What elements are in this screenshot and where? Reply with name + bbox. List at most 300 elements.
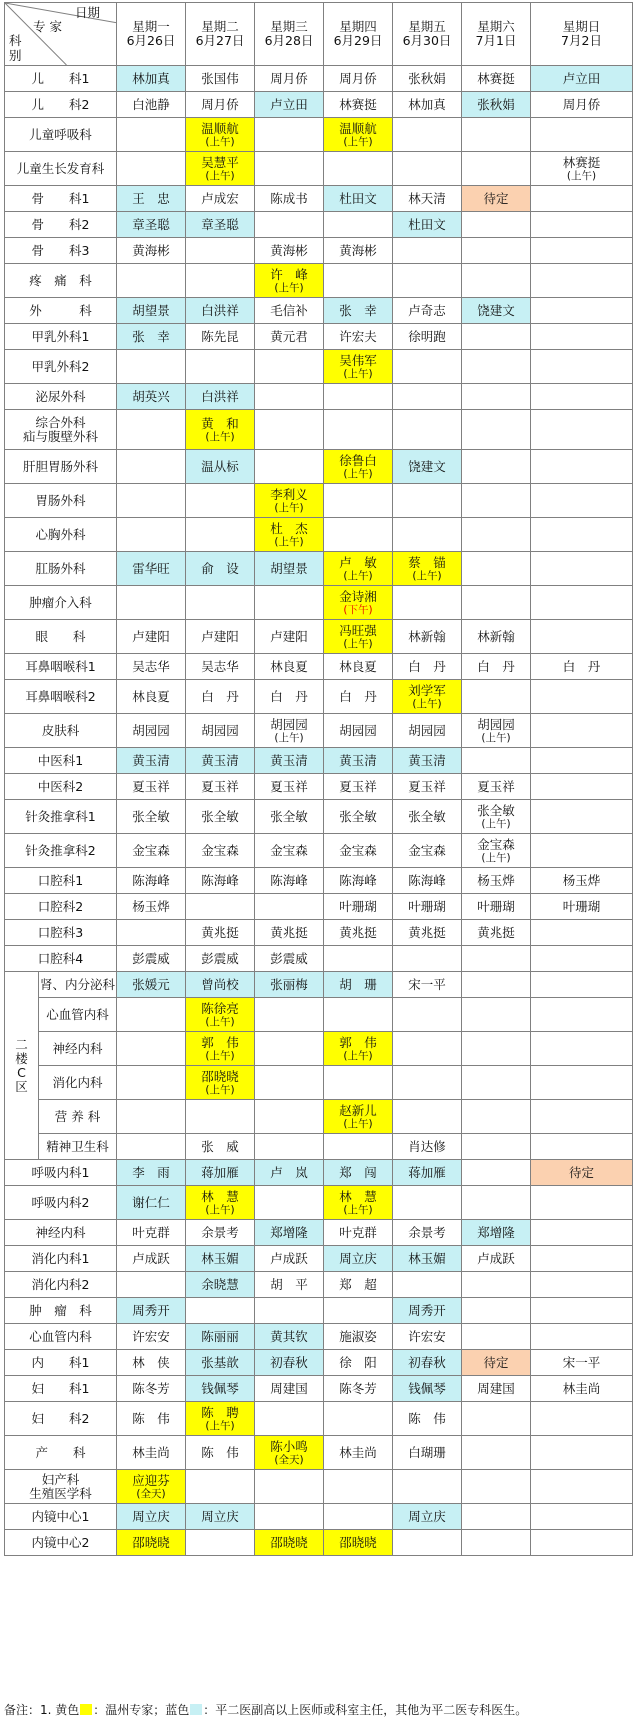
schedule-cell [324,620,393,654]
schedule-cell [393,484,462,518]
schedule-cell [255,1186,324,1220]
schedule-row [5,324,633,350]
doctor-name: 胡园园 [477,716,515,732]
schedule-cell [462,1350,531,1376]
schedule-cell [531,998,633,1032]
doctor-name: 金宝森 [132,842,170,858]
doctor-name: 周秀开 [408,1302,446,1318]
schedule-cell [531,1134,633,1160]
schedule-cell [186,1436,255,1470]
schedule-cell [462,1272,531,1298]
schedule-cell [324,1530,393,1556]
doctor-name: 杜田文 [408,216,446,232]
doctor-name: 章圣聪 [132,216,170,232]
schedule-cell [393,1246,462,1272]
department-label: 甲乳外科2 [5,350,117,384]
weekday-label: 星期三 [270,19,308,34]
doctor-name: 张国伟 [201,70,239,86]
doctor-name: 杨玉烨 [562,872,601,888]
doctor-name: 王 忠 [132,190,170,206]
department-label: 中医科2 [5,774,117,800]
doctor-name: 陈徐亮 [201,1000,239,1016]
doctor-name: 黄玉清 [132,752,170,768]
schedule-cell [393,620,462,654]
schedule-cell [393,186,462,212]
schedule-cell [255,1376,324,1402]
schedule-cell [531,1324,633,1350]
department-label: 神经内科 [5,1220,117,1246]
department-label: 中医科1 [5,748,117,774]
doctor-name: 陈海峰 [201,872,239,888]
schedule-cell [255,1470,324,1504]
department-label: 综合外科 疝与腹壁外科 [5,410,117,450]
session-note: (上午) [205,1015,235,1028]
schedule-cell [462,868,531,894]
schedule-cell [186,152,255,186]
doctor-name: 郑增隆 [477,1224,515,1240]
schedule-cell [324,1100,393,1134]
schedule-row [5,1272,633,1298]
schedule-cell [462,620,531,654]
schedule-row [5,1100,633,1134]
doctor-name: 卢成跃 [270,1250,308,1266]
schedule-cell [186,1134,255,1160]
schedule-cell [117,894,186,920]
schedule-cell [117,1160,186,1186]
schedule-cell [255,998,324,1032]
doctor-name: 白 丹 [270,688,308,704]
schedule-cell [117,1100,186,1134]
schedule-cell [531,946,633,972]
schedule-cell [393,238,462,264]
date-label: 7月1日 [475,33,517,48]
schedule-row [5,298,633,324]
schedule-row [5,1298,633,1324]
schedule-row [5,1134,633,1160]
schedule-cell [393,1504,462,1530]
schedule-cell [186,920,255,946]
schedule-row [5,212,633,238]
yellow-swatch [80,1704,92,1715]
schedule-cell [393,518,462,552]
schedule-cell [255,118,324,152]
schedule-cell [186,774,255,800]
footnote-mid2: ：平二医副高以上医师或科室主任，其他为平二医专科医生。 [203,1703,528,1717]
schedule-cell [117,1220,186,1246]
schedule-cell [324,350,393,384]
department-label: 眼 科 [5,620,117,654]
department-label: 肛肠外科 [5,552,117,586]
schedule-cell [186,92,255,118]
schedule-cell [255,484,324,518]
doctor-name: 冯旺强 [339,622,377,638]
doctor-name: 郑 闯 [339,1164,377,1180]
doctor-name: 叶克群 [132,1224,170,1240]
doctor-name: 余景考 [408,1224,446,1240]
session-note: (下午) [343,603,373,616]
department-label: 泌尿外科 [5,384,117,410]
schedule-cell [255,1504,324,1530]
doctor-name: 黄玉清 [408,752,446,768]
schedule-cell [531,920,633,946]
schedule-cell [531,1220,633,1246]
schedule-cell [324,1246,393,1272]
doctor-name: 陈成书 [270,190,308,206]
doctor-name: 夏玉祥 [339,778,377,794]
schedule-cell [393,152,462,186]
schedule-row [5,1504,633,1530]
schedule-cell [117,212,186,238]
doctor-name: 白 丹 [408,658,446,674]
schedule-cell [393,552,462,586]
doctor-name: 陈海峰 [270,872,308,888]
schedule-cell [117,66,186,92]
schedule-cell [117,1134,186,1160]
schedule-cell [324,1134,393,1160]
doctor-name: 叶克群 [339,1224,377,1240]
schedule-cell [117,972,186,998]
department-label: 儿童呼吸科 [5,118,117,152]
schedule-row [5,264,633,298]
department-label: 营 养 科 [39,1100,117,1134]
doctor-name: 蒋加雁 [201,1164,239,1180]
schedule-cell [393,1530,462,1556]
schedule-cell [186,654,255,680]
doctor-name: 余晓慧 [201,1276,239,1292]
schedule-cell [531,186,633,212]
header-day-2 [186,3,255,66]
schedule-cell [462,946,531,972]
doctor-name: 林赛挺 [339,96,377,112]
doctor-name: 林圭尚 [132,1444,170,1460]
session-note: (上午) [343,637,373,650]
schedule-cell [531,586,633,620]
doctor-name: 应迎芬 [132,1472,170,1488]
doctor-name: 陈先昆 [201,328,239,344]
schedule-cell [531,1066,633,1100]
schedule-cell [531,868,633,894]
doctor-name: 金宝森 [270,842,308,858]
doctor-name: 宋一平 [562,1354,601,1370]
schedule-cell [117,324,186,350]
doctor-name: 待定 [483,1354,509,1370]
schedule-cell [393,1376,462,1402]
doctor-name: 卢 敏 [339,554,377,570]
doctor-name: 张秋娟 [477,96,515,112]
doctor-name: 黄 和 [201,415,239,431]
schedule-cell [393,1032,462,1066]
schedule-cell [117,774,186,800]
schedule-row [5,868,633,894]
doctor-name: 邵晓晓 [270,1534,308,1550]
doctor-name: 黄其钦 [270,1328,308,1344]
schedule-cell [324,1436,393,1470]
doctor-name: 卢建阳 [201,628,239,644]
schedule-cell [393,450,462,484]
schedule-cell [117,1298,186,1324]
schedule-row [5,1324,633,1350]
schedule-cell [117,748,186,774]
doctor-name: 陈小鸣 [270,1438,308,1454]
schedule-cell [531,1160,633,1186]
schedule-cell [186,998,255,1032]
schedule-cell [462,1032,531,1066]
doctor-name: 周立庆 [339,1250,377,1266]
schedule-cell [324,384,393,410]
schedule-cell [255,920,324,946]
schedule-cell [462,1324,531,1350]
footnote [4,1702,632,1718]
blue-swatch [190,1704,202,1715]
schedule-cell [117,714,186,748]
schedule-cell [186,1324,255,1350]
department-label: 口腔科1 [5,868,117,894]
schedule-cell [117,1436,186,1470]
weekday-label: 星期四 [339,19,377,34]
schedule-cell [393,1298,462,1324]
schedule-cell [324,946,393,972]
schedule-cell [117,186,186,212]
doctor-name: 肖达修 [408,1138,446,1154]
schedule-cell [324,1220,393,1246]
schedule-cell [186,1350,255,1376]
doctor-name: 初春秋 [408,1354,446,1370]
schedule-row [5,66,633,92]
doctor-name: 胡英兴 [132,388,170,404]
doctor-name: 彭震威 [132,950,170,966]
schedule-cell [255,774,324,800]
department-label: 骨 科2 [5,212,117,238]
schedule-cell [186,680,255,714]
schedule-cell [186,264,255,298]
schedule-cell [462,186,531,212]
department-label: 甲乳外科1 [5,324,117,350]
doctor-name: 周建国 [270,1380,308,1396]
department-label: 内 科1 [5,1350,117,1376]
header-day-1 [117,3,186,66]
schedule-cell [462,410,531,450]
doctor-name: 胡望景 [132,302,170,318]
schedule-cell [531,1246,633,1272]
schedule-cell [255,620,324,654]
schedule-cell [255,410,324,450]
doctor-name: 饶建文 [408,458,446,474]
doctor-name: 赵新儿 [339,1102,377,1118]
department-label: 精神卫生科 [39,1134,117,1160]
doctor-name: 林新翰 [408,628,446,644]
doctor-name: 林圭尚 [339,1444,377,1460]
doctor-name: 邵晓晓 [201,1068,239,1084]
schedule-row [5,1186,633,1220]
weekday-label: 星期二 [201,19,239,34]
schedule-cell [324,1470,393,1504]
department-label: 消化内科1 [5,1246,117,1272]
date-label: 6月26日 [126,33,176,48]
schedule-cell [531,66,633,92]
schedule-cell [393,1272,462,1298]
doctor-name: 夏玉祥 [132,778,170,794]
doctor-name: 夏玉祥 [201,778,239,794]
schedule-row [5,1246,633,1272]
schedule-cell [324,484,393,518]
schedule-cell [393,1100,462,1134]
doctor-name: 蒋加雁 [408,1164,446,1180]
schedule-body [5,3,633,1556]
group-label: 二 楼 C 区 [5,972,39,1160]
session-note: (上午) [205,135,235,148]
schedule-cell [324,1160,393,1186]
schedule-cell [324,972,393,998]
schedule-cell [462,586,531,620]
weekday-label: 星期六 [477,19,515,34]
doctor-name: 张全敏 [132,808,170,824]
schedule-cell [255,868,324,894]
schedule-cell [117,1350,186,1376]
doctor-name: 许 峰 [270,266,308,282]
department-label: 皮肤科 [5,714,117,748]
schedule-cell [255,1100,324,1134]
schedule-cell [462,264,531,298]
weekday-label: 星期一 [132,19,170,34]
schedule-cell [186,834,255,868]
doctor-name: 金宝森 [477,836,515,852]
schedule-cell [186,1100,255,1134]
corner-date-label: 日期 [75,5,101,20]
schedule-cell [255,1350,324,1376]
schedule-cell [462,92,531,118]
session-note: (上午) [343,467,373,480]
session-note: (上午) [274,281,304,294]
schedule-cell [324,1272,393,1298]
session-note: (上午) [205,169,235,182]
schedule-cell [462,1186,531,1220]
doctor-name: 饶建文 [477,302,515,318]
doctor-name: 金宝森 [408,842,446,858]
doctor-name: 林良夏 [339,658,377,674]
doctor-name: 金宝森 [339,842,377,858]
schedule-cell [531,92,633,118]
doctor-name: 许宏安 [132,1328,170,1344]
doctor-name: 林圭尚 [562,1380,601,1396]
schedule-cell [117,1066,186,1100]
schedule-cell [117,350,186,384]
department-label: 产 科 [5,1436,117,1470]
schedule-row [5,714,633,748]
schedule-cell [393,410,462,450]
doctor-name: 林天清 [408,190,446,206]
schedule-cell [393,1220,462,1246]
doctor-name: 胡园园 [132,722,170,738]
session-note: (上午) [205,1419,235,1432]
schedule-cell [186,1470,255,1504]
schedule-cell [324,324,393,350]
schedule-cell [255,680,324,714]
doctor-name: 温顺航 [339,120,377,136]
schedule-cell [186,1066,255,1100]
corner-cell [5,3,117,66]
doctor-name: 周月侨 [270,70,308,86]
doctor-name: 张全敏 [201,808,239,824]
schedule-row [5,1220,633,1246]
department-label: 心血管内科 [5,1324,117,1350]
doctor-name: 胡 平 [270,1276,308,1292]
schedule-cell [186,946,255,972]
schedule-cell [186,620,255,654]
schedule-cell [462,1134,531,1160]
schedule-cell [255,384,324,410]
schedule-cell [531,800,633,834]
doctor-name: 胡望景 [270,560,308,576]
schedule-cell [186,1032,255,1066]
department-label: 消化内科 [39,1066,117,1100]
schedule-cell [531,410,633,450]
doctor-name: 吴伟军 [339,352,377,368]
schedule-cell [255,1032,324,1066]
schedule-cell [462,350,531,384]
doctor-name: 彭震威 [270,950,308,966]
schedule-cell [324,1402,393,1436]
schedule-cell [186,748,255,774]
schedule-cell [531,264,633,298]
schedule-cell [255,586,324,620]
department-label: 消化内科2 [5,1272,117,1298]
schedule-cell [531,350,633,384]
schedule-cell [255,1530,324,1556]
doctor-name: 白瑚珊 [408,1444,446,1460]
schedule-row [5,118,633,152]
schedule-row [5,586,633,620]
schedule-cell [324,264,393,298]
schedule-cell [324,66,393,92]
doctor-name: 林加真 [408,96,446,112]
doctor-name: 温从标 [201,458,239,474]
doctor-name: 叶珊瑚 [562,898,601,914]
schedule-row [5,946,633,972]
department-label: 儿 科1 [5,66,117,92]
doctor-name: 周建国 [477,1380,515,1396]
schedule-cell [255,1298,324,1324]
schedule-cell [117,450,186,484]
schedule-cell [324,868,393,894]
department-label: 针灸推拿科2 [5,834,117,868]
schedule-cell [324,518,393,552]
schedule-cell [186,1376,255,1402]
date-label: 6月28日 [264,33,314,48]
schedule-cell [531,1530,633,1556]
schedule-cell [462,774,531,800]
schedule-cell [255,748,324,774]
schedule-cell [393,1470,462,1504]
session-note: (上午) [274,535,304,548]
doctor-name: 白 丹 [477,658,515,674]
schedule-cell [186,894,255,920]
doctor-name: 施淑姿 [339,1328,377,1344]
doctor-name: 徐明跑 [408,328,446,344]
doctor-name: 张 幸 [339,302,377,318]
schedule-cell [531,118,633,152]
schedule-cell [393,946,462,972]
schedule-cell [117,1402,186,1436]
department-label: 呼吸内科2 [5,1186,117,1220]
weekday-label: 星期日 [562,19,601,34]
schedule-cell [117,920,186,946]
doctor-name: 雷华旺 [132,560,170,576]
department-label: 心血管内科 [39,998,117,1032]
schedule-row [5,410,633,450]
schedule-cell [393,680,462,714]
schedule-cell [393,350,462,384]
doctor-name: 叶珊瑚 [408,898,446,914]
